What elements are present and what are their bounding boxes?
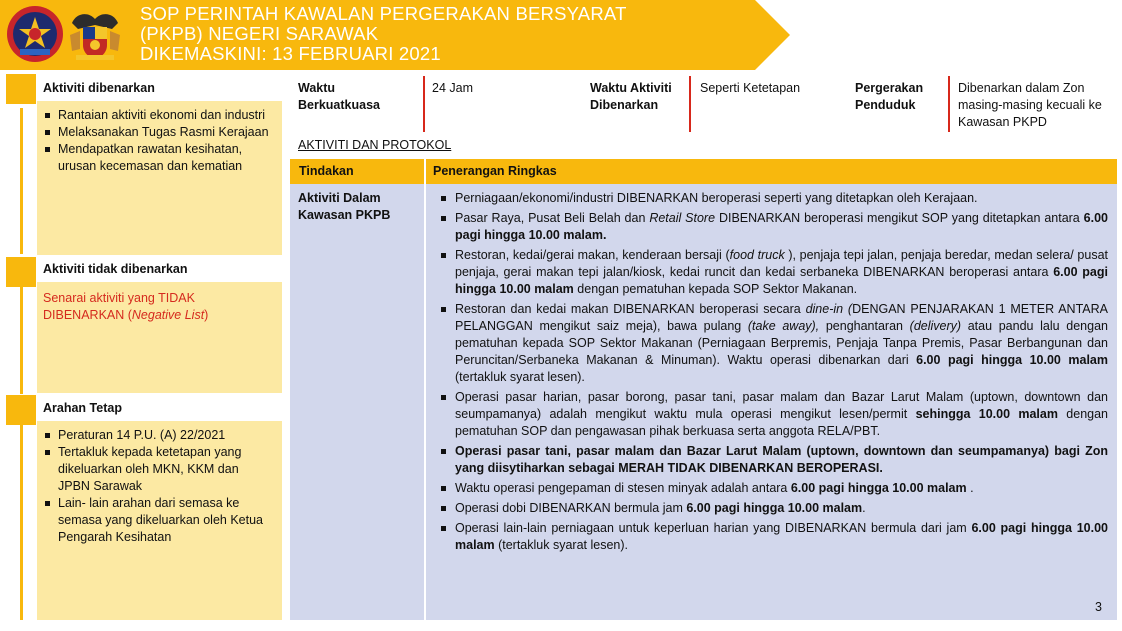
protocol-item: Pasar Raya, Pusat Beli Belah dan Retail Store DIBENARKAN beroperasi mengikut SOP yang ditetapkan antara 6.00 pagi hingga 10.00 malam. [441,210,1108,244]
header-action: Tindakan [299,164,354,178]
not-allowed-activities-box [37,282,282,393]
list-item: Peraturan 14 P.U. (A) 22/2021 [45,427,274,444]
protocol-item: Restoran, kedai/gerai makan, kenderaan bersaji (food truck ), penjaja tepi jalan, penjaja beredar, medan selera/ pusat penjaja, gerai makan tepi jalan/kiosk, kedai runcit dan kedai serbaneka DIBENARKAN beroperasi antara 6.00 pagi hingga 10.00 malam dengan pematuhan kepada SOP Sektor Makanan. [441,247,1108,298]
directives-box [37,421,282,620]
protocol-item: Operasi lain-lain perniagaan untuk keperluan harian yang DIBENARKAN bermula dari jam 6.00 pagi hingga 10.00 malam (tertakluk syarat lesen). [441,520,1108,554]
section-marker-allowed [6,74,36,104]
header-description: Penerangan Ringkas [433,164,557,178]
list-item: Mendapatkan rawatan kesihatan, urusan kecemasan dan kematian [45,141,274,175]
red-divider [948,76,950,132]
banner-title-line-3: DIKEMASKINI: 13 FEBRUARI 2021 [140,43,441,64]
directives-section-title: Arahan Tetap [37,394,282,424]
protocol-list [441,190,1108,557]
section-connector-line [20,424,23,620]
red-divider [689,76,691,132]
protocol-item: Perniagaan/ekonomi/industri DIBENARKAN beroperasi seperti yang ditetapkan oleh Kerajaan. [441,190,1108,207]
bomba-emblem-logo [6,5,64,63]
protocol-item: Waktu operasi pengepaman di stesen minyak adalah antara 6.00 pagi hingga 10.00 malam . [441,480,1108,497]
list-item: Lain- lain arahan dari semasa ke semasa yang dikeluarkan oleh Ketua Pengarah Kesihatan [45,495,274,546]
section-connector-line [20,286,23,394]
section-connector-line [20,108,23,254]
protocol-item: Restoran dan kedai makan DIBENARKAN beroperasi secara dine-in (DENGAN PENJARAKAN 1 METER ANTARA PELANGGAN mengikut saiz meja), bawa pulang (take away), penghantaran (delivery) atau pandu lalu dengan pematuhan kepada SOP Sektor Makanan (Perniagaan Berpremis, Penjaja Tanpa Premis, Pasar Berbangunan dan Peruncitan/Serbaneka Makanan & Minuman). Waktu operasi dibenarkan dari 6.00 pagi hingga 10.00 malam (tertakluk syarat lesen). [441,301,1108,386]
allowed-activities-box [37,101,282,255]
table-column-divider [424,159,426,620]
effective-time-value: 24 Jam [432,81,473,95]
negative-list-text: Senarai aktiviti yang TIDAK DIBENARKAN (Negative List) [43,291,209,322]
table-header [290,159,1117,184]
list-item: Rantaian aktiviti ekonomi dan industri [45,107,274,124]
movement-label: Pergerakan Penduduk [855,81,924,112]
banner-title [140,4,627,64]
page-number: 3 [1095,600,1102,614]
banner-title-line-2: (PKPB) NEGERI SARAWAK [140,23,379,44]
activities-protocol-heading: AKTIVITI DAN PROTOKOL [298,138,452,152]
section-marker-directives [6,395,36,425]
protocol-item: Operasi pasar tani, pasar malam dan Bazar Larut Malam (uptown, downtown dan seumpamanya) bagi Zon yang diisytiharkan sebagai MERAH TIDAK DIBENARKAN BEROPERASI. [441,443,1108,477]
title-banner [0,0,790,70]
red-divider [423,76,425,132]
not-allowed-section-title: Aktiviti tidak dibenarkan [37,255,282,285]
allowed-section-title: Aktiviti dibenarkan [37,74,282,104]
activity-time-value: Seperti Ketetapan [700,81,801,95]
section-marker-not-allowed [6,257,36,287]
table-row-label: Aktiviti Dalam Kawasan PKPB [298,191,391,222]
protocol-item: Operasi pasar harian, pasar borong, pasar tani, pasar malam dan Bazar Larut Malam (uptown, downtown dan seumpamanya) adalah mengikut waktu mula operasi mengikut lesen/permit sehingga 10.00 malam dengan pematuhan SOP dan pengawasan pihak berkuasa serta anggota RELA/PBT. [441,389,1108,440]
protocol-item: Operasi dobi DIBENARKAN bermula jam 6.00 pagi hingga 10.00 malam. [441,500,1108,517]
list-item: Tertakluk kepada ketetapan yang dikeluarkan oleh MKN, KKM dan JPBN Sarawak [45,444,274,495]
effective-time-label: Waktu Berkuatkuasa [298,81,380,112]
banner-title-line-1: SOP PERINTAH KAWALAN PERGERAKAN BERSYARAT [140,3,627,24]
sarawak-crest-logo [66,5,124,63]
activity-time-label: Waktu Aktiviti Dibenarkan [590,81,672,112]
list-item: Melaksanakan Tugas Rasmi Kerajaan [45,124,274,141]
movement-value: Dibenarkan dalam Zon masing-masing kecuali ke Kawasan PKPD [958,81,1102,129]
